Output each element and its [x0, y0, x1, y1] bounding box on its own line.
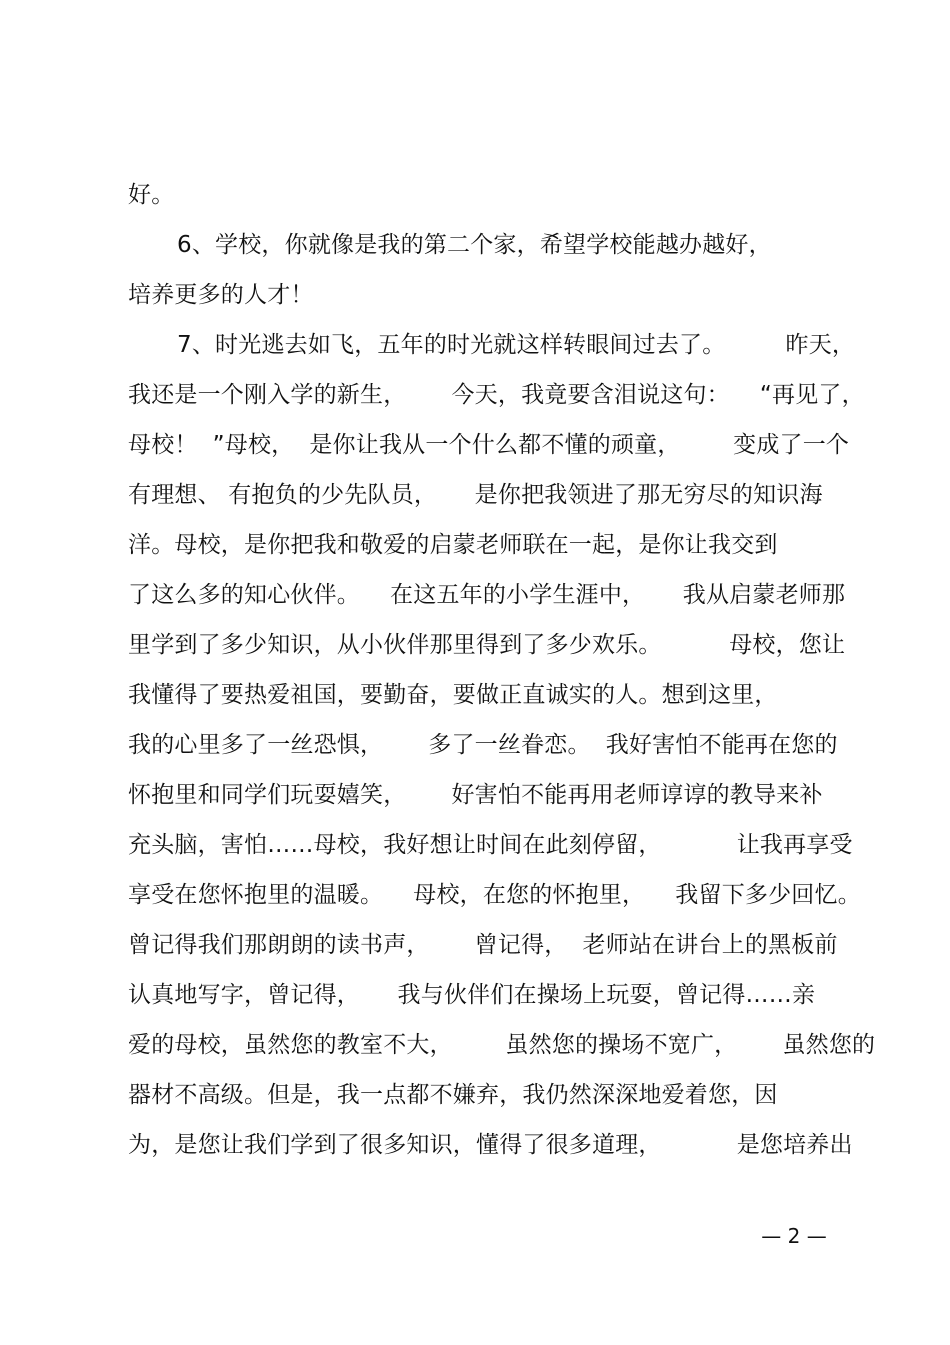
text-line: 7、时光逃去如飞，五年的时光就这样转眼间过去了。 昨天， [177, 332, 856, 358]
page-number: — 2 — [761, 1224, 827, 1248]
text-line: 培养更多的人才！ [128, 282, 314, 308]
text-line: 好。 [128, 182, 175, 208]
text-line: 器材不高级。但是，我一点都不嫌弃，我仍然深深地爱着您，因 [128, 1082, 778, 1108]
text-line: 里学到了多少知识，从小伙伴那里得到了多少欢乐。 母校，您让 [128, 632, 846, 658]
text-line: 了这么多的知心伙伴。 在这五年的小学生涯中， 我从启蒙老师那 [128, 582, 846, 608]
text-line: 为，是您让我们学到了很多知识，懂得了很多道理， 是您培养出 [128, 1132, 853, 1158]
text-line: 曾记得我们那朗朗的读书声， 曾记得， 老师站在讲台上的黑板前 [128, 932, 838, 958]
text-line: 我的心里多了一丝恐惧， 多了一丝眷恋。 我好害怕不能再在您的 [128, 732, 838, 758]
text-line: 爱的母校，虽然您的教室不大， 虽然您的操场不宽广， 虽然您的 [128, 1032, 876, 1058]
text-line: 洋。母校，是你把我和敬爱的启蒙老师联在一起，是你让我交到 [128, 532, 778, 558]
text-line: 有理想、 有抱负的少先队员， 是你把我领进了那无穷尽的知识海 [128, 482, 823, 508]
text-line: 充头脑，害怕……母校，我好想让时间在此刻停留， 让我再享受 [128, 832, 853, 858]
text-line: 怀抱里和同学们玩耍嬉笑， 好害怕不能再用老师谆谆的教导来补 [128, 782, 823, 808]
text-line: 享受在您怀抱里的温暖。 母校，在您的怀抱里， 我留下多少回忆。 [128, 882, 861, 908]
text-line: 认真地写字，曾记得， 我与伙伴们在操场上玩耍，曾记得……亲 [128, 982, 816, 1008]
text-line: 我懂得了要热爱祖国，要勤奋，要做正直诚实的人。想到这里， [128, 682, 778, 708]
text-line: 6、学校，你就像是我的第二个家，希望学校能越办越好， [177, 232, 772, 258]
text-line: 母校！ ”母校， 是你让我从一个什么都不懂的顽童， 变成了一个 [128, 432, 850, 458]
text-line: 我还是一个刚入学的新生， 今天，我竟要含泪说这句： “再见了， [128, 382, 865, 408]
